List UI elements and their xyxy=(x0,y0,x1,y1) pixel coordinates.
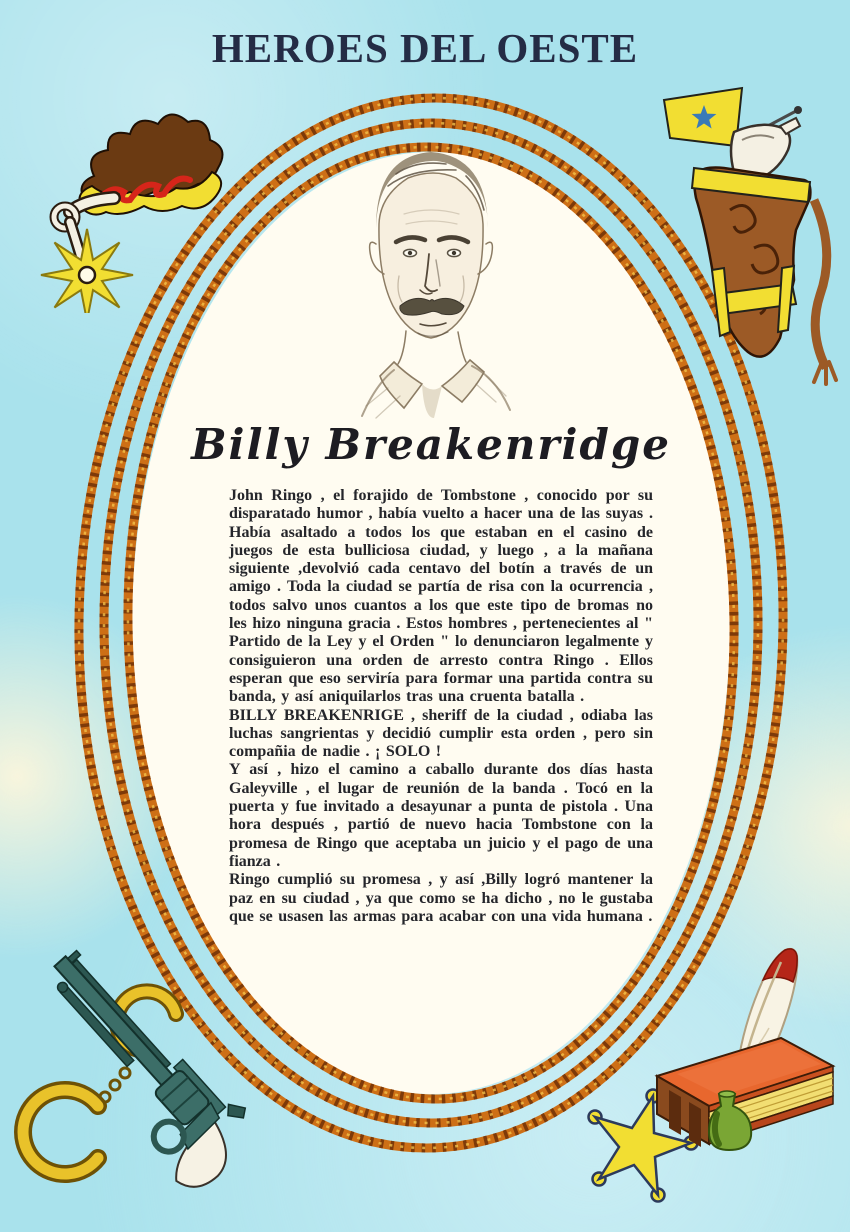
collar-left xyxy=(380,362,422,408)
book-quill-ink-icon xyxy=(585,918,845,1218)
face xyxy=(379,173,483,338)
spur-icon xyxy=(26,88,241,313)
story-paragraph: Y así , hizo el camino a caballo durante dos días hasta Galeyville , el lugar de reunión de la banda . Tocó en la puerta y fue invitado a desayunar a punta de pistola . Una hora después , partió de nuevo hacia Tombstone con la promesa de Ringo que aceptaba un juicio y el pago de una fianza . xyxy=(229,761,653,870)
story-text xyxy=(229,487,653,926)
collar-right xyxy=(442,360,484,402)
gun-hammer xyxy=(780,118,800,134)
revolver-handcuffs-icon xyxy=(10,892,280,1207)
page-title: HEROES DEL OESTE xyxy=(211,25,639,71)
holster-gun-flag-icon xyxy=(646,80,841,395)
revolver-hammer xyxy=(223,1098,250,1125)
portrait-name: Billy Breakenridge xyxy=(191,420,671,469)
holster-strap xyxy=(814,200,827,368)
portrait-sketch xyxy=(296,126,566,426)
story-paragraph: BILLY BREAKENRIGE , sheriff de la ciudad , odiaba las luchas sangrientas y decidió cumplir esta orden , pero sin compañia de nadie . ¡ SOLO ! xyxy=(229,706,653,761)
story-paragraph: John Ringo , el forajido de Tombstone , conocido por su disparatado humor , había vuelto a hacer una de las suyas . Había asaltado a todos los que estaban en el casino de juegos de esta bulliciosa ciudad, y luego , a la mañana siguiente ,devolvió cada centavo del botín a través de un amigo . Toda la ciudad se partía de risa con la ocurrencia , todos salvo unos cuantos a los que este tipo de bromas no les hizo ninguna gracia . Estos hombres , pertenecientes al " Partido de la Ley y el Orden " lo denunciaron legalmente y consiguieron una orden de arresto contra Ringo . Ellos esperan que eso serviría para formar una partida contra su banda, y así aniquilarlos tras una cruenta batalla . xyxy=(229,487,653,706)
story-paragraph: Ringo cumplió su promesa , y así ,Billy logró mantener la paz en su ciudad , ya que como se ha dicho , no le gustaba que se usasen las armas para acabar con una vida humana . xyxy=(229,871,653,925)
revolver xyxy=(15,935,267,1199)
handcuffs-icon xyxy=(23,991,176,1174)
